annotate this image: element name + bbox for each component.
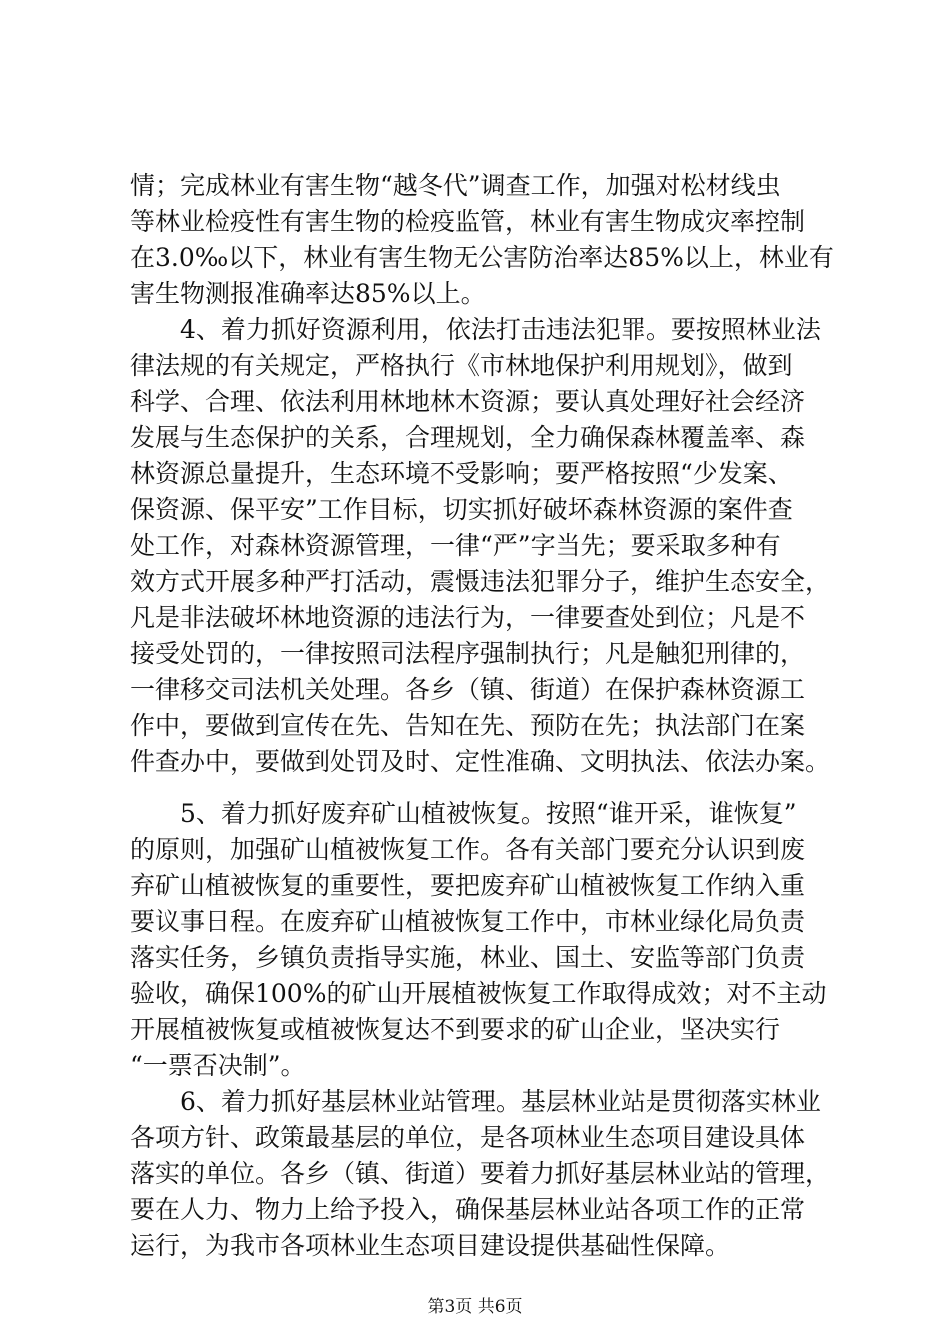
text-line: 4、着力抓好资源利用，依法打击违法犯罪。要按照林业法 [130,315,821,344]
text-line: 一律移交司法机关处理。各乡（镇、街道）在保护森林资源工 [130,675,806,704]
text-line: 情；完成林业有害生物“越冬代”调查工作，加强对松材线虫 [130,171,781,200]
text-line: 害生物测报准确率达85%以上。 [130,279,486,308]
text-line: 发展与生态保护的关系，合理规划，全力确保森林覆盖率、森 [130,423,806,452]
text-line: 件查办中，要做到处罚及时、定性准确、文明执法、依法办案。 [130,747,831,776]
text-line: 接受处罚的，一律按照司法程序强制执行；凡是触犯刑律的， [130,639,806,668]
text-line: 开展植被恢复或植被恢复达不到要求的矿山企业，坚决实行 [130,1015,781,1044]
text-line: 落实的单位。各乡（镇、街道）要着力抓好基层林业站的管理， [130,1159,831,1188]
text-line: 效方式开展多种严打活动，震慑违法犯罪分子，维护生态安全， [130,567,831,596]
text-line: 律法规的有关规定，严格执行《市林地保护利用规划》，做到 [130,351,793,380]
text-line: 在3.0‰以下，林业有害生物无公害防治率达85%以上，林业有 [130,243,834,272]
text-line: 落实任务，乡镇负责指导实施，林业、国土、安监等部门负责 [130,943,806,972]
text-line: 各项方针、政策最基层的单位，是各项林业生态项目建设具体 [130,1123,806,1152]
page-number-footer: 第3页 共6页 [427,1297,523,1317]
text-line: 科学、合理、依法利用林地林木资源；要认真处理好社会经济 [130,387,806,416]
text-line: 运行，为我市各项林业生态项目建设提供基础性保障。 [130,1231,731,1260]
text-line: 的原则，加强矿山植被恢复工作。各有关部门要充分认识到废 [130,835,806,864]
text-line: 凡是非法破坏林地资源的违法行为，一律要查处到位；凡是不 [130,603,806,632]
text-line: 保资源、保平安”工作目标，切实抓好破坏森林资源的案件查 [130,495,793,524]
text-line: 6、着力抓好基层林业站管理。基层林业站是贯彻落实林业 [130,1087,821,1116]
text-line: 处工作，对森林资源管理，一律“严”字当先；要采取多种有 [130,531,781,560]
text-line: 作中，要做到宣传在先、告知在先、预防在先；执法部门在案 [130,711,806,740]
text-line: 验收，确保100%的矿山开展植被恢复工作取得成效；对不主动 [130,979,827,1008]
text-line: 5、着力抓好废弃矿山植被恢复。按照“谁开采，谁恢复” [130,799,797,828]
text-line: 弃矿山植被恢复的重要性，要把废弃矿山植被恢复工作纳入重 [130,871,806,900]
text-line: 要在人力、物力上给予投入，确保基层林业站各项工作的正常 [130,1195,806,1224]
text-line: 等林业检疫性有害生物的检疫监管，林业有害生物成灾率控制 [130,207,806,236]
text-line: 林资源总量提升，生态环境不受影响；要严格按照“少发案、 [130,459,793,488]
text-line: “一票否决制”。 [130,1051,306,1080]
text-line: 要议事日程。在废弃矿山植被恢复工作中，市林业绿化局负责 [130,907,806,936]
